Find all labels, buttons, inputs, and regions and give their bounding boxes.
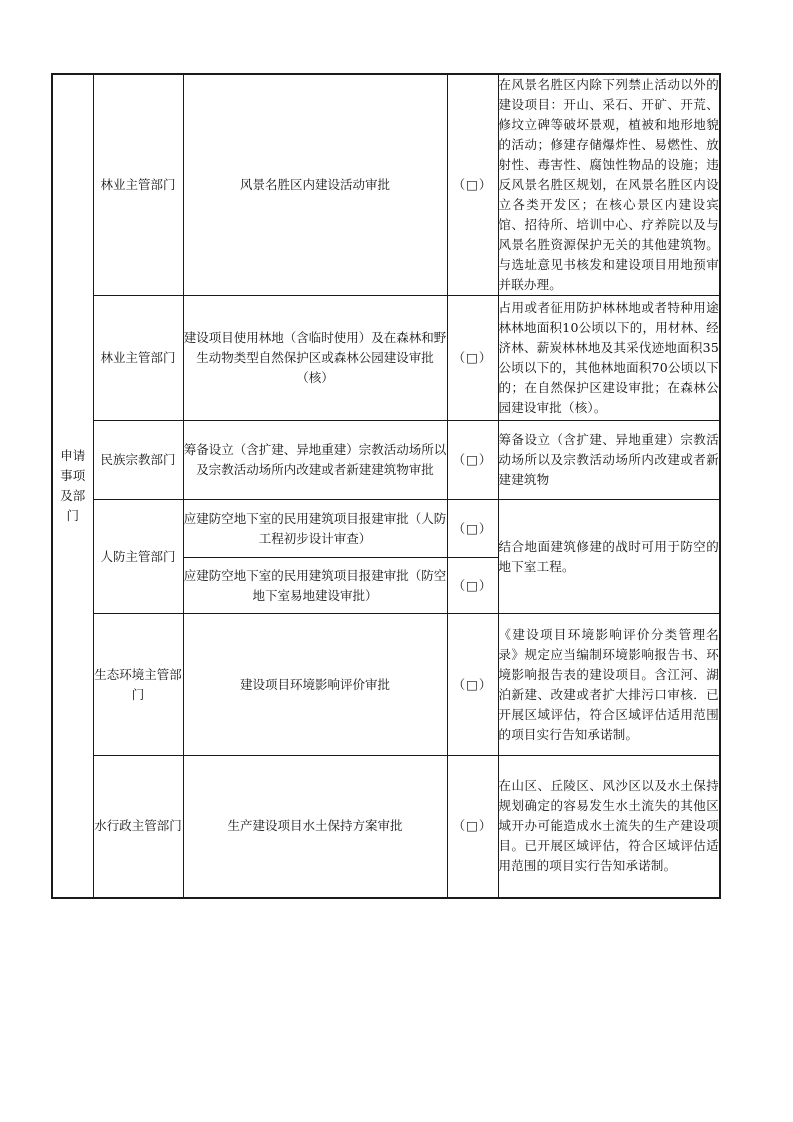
approval-item-cell: 生产建设项目水土保持方案审批	[183, 756, 447, 898]
checkbox-mark-cell	[447, 614, 498, 756]
checkbox-mark-cell	[447, 74, 498, 296]
note-cell: 结合地面建筑修建的战时可用于防空的地下室工程。	[498, 500, 720, 614]
checkbox-mark: （□）	[452, 818, 493, 834]
department-cell: 水行政主管部门	[93, 756, 183, 898]
table-row	[52, 500, 720, 558]
department-cell: 民族宗教部门	[93, 421, 183, 500]
checkbox-mark: （□）	[452, 577, 493, 593]
checkbox-mark: （□）	[452, 676, 493, 692]
checkbox-mark-cell	[447, 756, 498, 898]
department-cell: 林业主管部门	[93, 74, 183, 296]
approval-item-cell: 建设项目环境影响评价审批	[183, 614, 447, 756]
checkbox-mark-cell	[447, 296, 498, 421]
category-cell	[52, 74, 93, 898]
checkbox-mark-cell	[447, 558, 498, 614]
table-row	[52, 74, 720, 296]
note-cell: 在风景名胜区内除下列禁止活动以外的建设项目：开山、采石、开矿、开荒、修坟立碑等破坏景观，植被和地形地貌的活动；修建存储爆炸性、易燃性、放射性、毒害性、腐蚀性物品的设施；违反风景名胜区规划，在风景名胜区内设立各类开发区；在核心景区内建设宾馆、招待所、培训中心、疗养院以及与风景名胜资源保护无关的其他建筑物。与选址意见书核发和建设项目用地预审并联办理。	[498, 74, 720, 296]
checkbox-mark: （□）	[452, 350, 493, 365]
checkbox-mark: （□）	[452, 520, 493, 536]
note-cell: 在山区、丘陵区、风沙区以及水土保持规划确定的容易发生水土流失的其他区域开办可能造成水土流失的生产建设项目。已开展区域评估，符合区域评估适用范围的项目实行告知承诺制。	[498, 756, 720, 898]
note-cell: 《建设项目环境影响评价分类管理名录》规定应当编制环境影响报告书、环境影响报告表的建设项目。含江河、湖泊新建、改建或者扩大排污口审核．已开展区域评估，符合区域评估适用范围的项目实行告知承诺制。	[498, 614, 720, 756]
approval-item-cell: 筹备设立（含扩建、异地重建）宗教活动场所以及宗教活动场所内改建或者新建建筑物审批	[183, 421, 447, 500]
table-row	[52, 614, 720, 756]
note-cell: 占用或者征用防护林林地或者特种用途林林地面积10公顷以下的，用材林、经济林、薪炭林林地及其采伐迹地面积35公顷以下的，其他林地面积70公顷以下的；在自然保护区建设审批；在森林公园建设审批（核）。	[498, 296, 720, 421]
checkbox-mark-cell	[447, 421, 498, 500]
approval-item-cell: 风景名胜区内建设活动审批	[183, 74, 447, 296]
approval-item-cell: 建设项目使用林地（含临时使用）及在森林和野生动物类型自然保护区或森林公园建设审批（核）	[183, 296, 447, 421]
checkbox-mark: （□）	[452, 177, 493, 192]
department-cell: 生态环境主管部门	[93, 614, 183, 756]
approval-item-cell: 应建防空地下室的民用建筑项目报建审批（人防工程初步设计审查）	[183, 500, 447, 558]
table-row	[52, 421, 720, 500]
checkbox-mark: （□）	[452, 452, 493, 467]
category-label: 申请事项及部门	[60, 447, 86, 523]
department-cell: 人防主管部门	[93, 500, 183, 614]
department-cell: 林业主管部门	[93, 296, 183, 421]
note-cell: 筹备设立（含扩建、异地重建）宗教活动场所以及宗教活动场所内改建或者新建建筑物	[498, 421, 720, 500]
table-row	[52, 756, 720, 898]
table-row	[52, 296, 720, 421]
checkbox-mark-cell	[447, 500, 498, 558]
approval-items-table	[51, 73, 721, 899]
approval-item-cell: 应建防空地下室的民用建筑项目报建审批（防空地下室易地建设审批）	[183, 558, 447, 614]
